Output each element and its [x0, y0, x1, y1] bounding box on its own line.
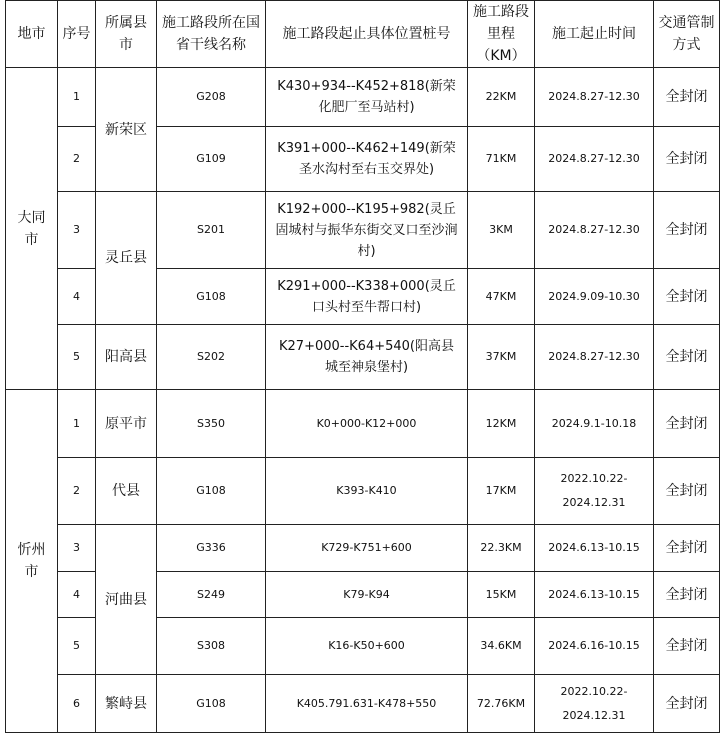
road-name: G108 [157, 675, 266, 733]
header-control: 交通管制方式 [654, 1, 720, 68]
control-cell: 全封闭 [654, 458, 720, 525]
row-no: 4 [58, 269, 96, 325]
header-row [6, 1, 720, 68]
row-no: 5 [58, 618, 96, 675]
county-cell: 灵丘县 [96, 192, 157, 325]
header-location: 施工路段起止具体位置桩号 [266, 1, 468, 68]
county-cell: 新荣区 [96, 68, 157, 192]
location-cell: K405.791.631-K478+550 [266, 675, 468, 733]
road-name: S201 [157, 192, 266, 269]
time-cell: 2024.8.27-12.30 [535, 127, 654, 192]
road-name: S249 [157, 572, 266, 618]
table-row [6, 68, 720, 127]
time-cell: 2024.8.27-12.30 [535, 192, 654, 269]
location-cell: K430+934--K452+818(新荣化肥厂至马站村) [266, 68, 468, 127]
control-cell: 全封闭 [654, 192, 720, 269]
row-no: 3 [58, 192, 96, 269]
time-cell: 2022.10.22-2024.12.31 [535, 458, 654, 525]
length-cell: 72.76KM [468, 675, 535, 733]
control-cell: 全封闭 [654, 325, 720, 390]
control-cell: 全封闭 [654, 390, 720, 458]
city-cell: 忻州市 [6, 390, 58, 733]
length-cell: 71KM [468, 127, 535, 192]
location-cell: K16-K50+600 [266, 618, 468, 675]
county-cell: 代县 [96, 458, 157, 525]
length-cell: 22KM [468, 68, 535, 127]
time-cell: 2024.6.13-10.15 [535, 525, 654, 572]
location-cell: K391+000--K462+149(新荣圣水沟村至右玉交界处) [266, 127, 468, 192]
row-no: 1 [58, 390, 96, 458]
road-name: G336 [157, 525, 266, 572]
location-cell: K192+000--K195+982(灵丘固城村与振华东街交叉口至沙涧村) [266, 192, 468, 269]
location-cell: K79-K94 [266, 572, 468, 618]
county-cell: 河曲县 [96, 525, 157, 675]
row-no: 4 [58, 572, 96, 618]
header-no: 序号 [58, 1, 96, 68]
road-name: S308 [157, 618, 266, 675]
table-row [6, 192, 720, 269]
road-construction-table [5, 0, 720, 733]
length-cell: 15KM [468, 572, 535, 618]
length-cell: 34.6KM [468, 618, 535, 675]
header-length: 施工路段里程（KM） [468, 1, 535, 68]
county-cell: 原平市 [96, 390, 157, 458]
road-name: G108 [157, 458, 266, 525]
county-cell: 阳高县 [96, 325, 157, 390]
time-cell: 2024.8.27-12.30 [535, 68, 654, 127]
table-row [6, 325, 720, 390]
control-cell: 全封闭 [654, 68, 720, 127]
road-name: G108 [157, 269, 266, 325]
control-cell: 全封闭 [654, 675, 720, 733]
location-cell: K393-K410 [266, 458, 468, 525]
header-road: 施工路段所在国省干线名称 [157, 1, 266, 68]
length-cell: 47KM [468, 269, 535, 325]
time-cell: 2022.10.22-2024.12.31 [535, 675, 654, 733]
time-cell: 2024.6.13-10.15 [535, 572, 654, 618]
control-cell: 全封闭 [654, 618, 720, 675]
length-cell: 37KM [468, 325, 535, 390]
road-name: G208 [157, 68, 266, 127]
road-name: S350 [157, 390, 266, 458]
time-cell: 2024.6.16-10.15 [535, 618, 654, 675]
row-no: 2 [58, 458, 96, 525]
time-cell: 2024.9.1-10.18 [535, 390, 654, 458]
row-no: 6 [58, 675, 96, 733]
header-city: 地市 [6, 1, 58, 68]
time-cell: 2024.9.09-10.30 [535, 269, 654, 325]
location-cell: K27+000--K64+540(阳高县城至神泉堡村) [266, 325, 468, 390]
control-cell: 全封闭 [654, 525, 720, 572]
location-cell: K0+000-K12+000 [266, 390, 468, 458]
county-cell: 繁峙县 [96, 675, 157, 733]
row-no: 5 [58, 325, 96, 390]
table-row [6, 525, 720, 572]
location-cell: K291+000--K338+000(灵丘口头村至牛帮口村) [266, 269, 468, 325]
table-row [6, 675, 720, 733]
road-name: S202 [157, 325, 266, 390]
location-cell: K729-K751+600 [266, 525, 468, 572]
row-no: 2 [58, 127, 96, 192]
length-cell: 3KM [468, 192, 535, 269]
length-cell: 22.3KM [468, 525, 535, 572]
header-county: 所属县市 [96, 1, 157, 68]
control-cell: 全封闭 [654, 572, 720, 618]
length-cell: 17KM [468, 458, 535, 525]
control-cell: 全封闭 [654, 269, 720, 325]
city-cell: 大同市 [6, 68, 58, 390]
length-cell: 12KM [468, 390, 535, 458]
table-row [6, 458, 720, 525]
header-time: 施工起止时间 [535, 1, 654, 68]
control-cell: 全封闭 [654, 127, 720, 192]
road-name: G109 [157, 127, 266, 192]
row-no: 1 [58, 68, 96, 127]
row-no: 3 [58, 525, 96, 572]
table-row [6, 390, 720, 458]
time-cell: 2024.8.27-12.30 [535, 325, 654, 390]
